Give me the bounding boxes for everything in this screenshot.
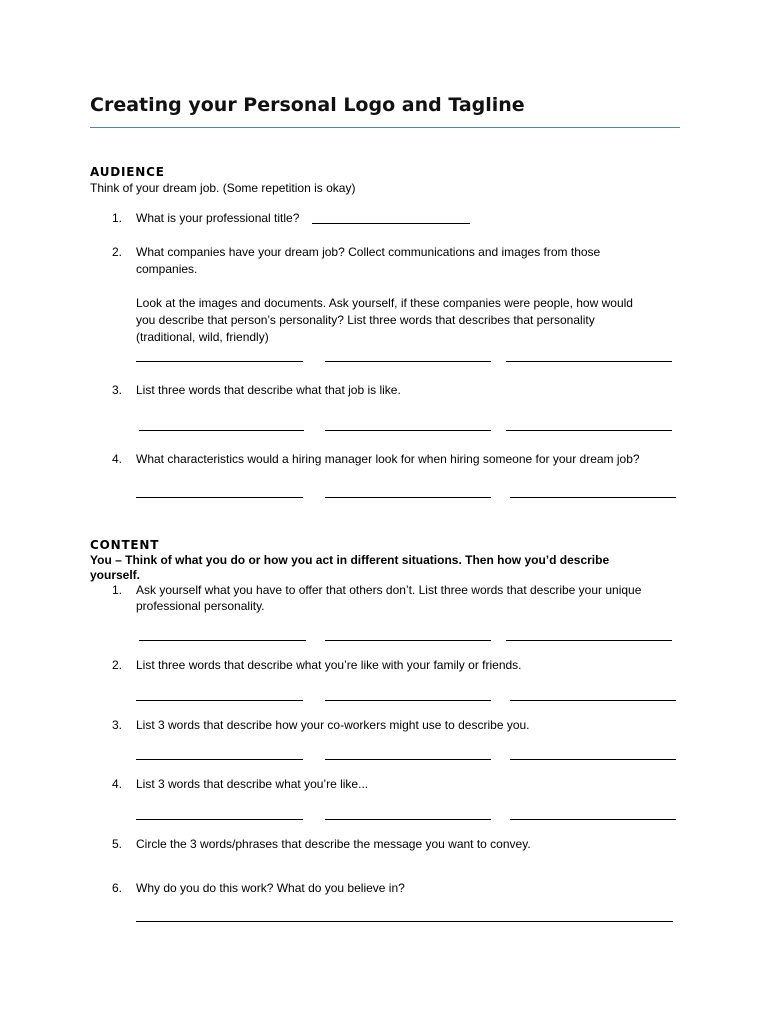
content-q1-blank-3[interactable] <box>506 640 672 641</box>
content-q2-text: List three words that describe what you’re like with your family or friends. <box>136 658 522 672</box>
content-q4-number: 4. <box>111 777 122 791</box>
content-q1-number: 1. <box>111 583 122 597</box>
audience-heading: AUDIENCE <box>90 165 165 179</box>
audience-q4-blank-1[interactable] <box>136 497 303 498</box>
audience-q2-blank-2[interactable] <box>325 361 491 362</box>
audience-q1-text: What is your professional title? <box>136 211 300 225</box>
content-q4-blank-1[interactable] <box>136 819 303 820</box>
content-q2-number: 2. <box>111 658 122 672</box>
content-q3-number: 3. <box>111 718 122 732</box>
audience-q1-number: 1. <box>111 211 122 225</box>
audience-intro: Think of your dream job. (Some repetition is okay) <box>90 181 356 195</box>
content-q3-blank-1[interactable] <box>136 759 303 760</box>
audience-q4-blank-2[interactable] <box>325 497 491 498</box>
audience-q2-line1: What companies have your dream job? Collect communications and images from those <box>136 245 601 259</box>
content-q3-blank-2[interactable] <box>325 759 491 760</box>
content-q1-line2: professional personality. <box>136 599 265 613</box>
content-q3-blank-3[interactable] <box>510 759 676 760</box>
content-q3-text: List 3 words that describe how your co-workers might use to describe you. <box>136 718 530 732</box>
professional-title-blank[interactable] <box>312 223 470 224</box>
content-intro-line2: yourself. <box>90 568 141 582</box>
audience-q3-number: 3. <box>111 383 122 397</box>
content-q5-text: Circle the 3 words/phrases that describe the message you want to convey. <box>136 837 531 851</box>
content-q4-blank-2[interactable] <box>325 819 491 820</box>
audience-q2-line4: you describe that person’s personality? List three words that describes that personality <box>136 313 595 327</box>
content-q1-blank-1[interactable] <box>139 640 306 641</box>
audience-q4-number: 4. <box>111 452 122 466</box>
audience-q4-text: What characteristics would a hiring manager look for when hiring someone for your dream job? <box>136 452 640 466</box>
audience-q3-text: List three words that describe what that job is like. <box>136 383 401 397</box>
audience-q2-blank-3[interactable] <box>506 361 672 362</box>
audience-q2-line3: Look at the images and documents. Ask yourself, if these companies were people, how would <box>136 296 633 310</box>
content-q6-number: 6. <box>111 881 122 895</box>
audience-q2-line5: (traditional, wild, friendly) <box>136 330 269 344</box>
audience-q2-blank-1[interactable] <box>136 361 303 362</box>
content-q4-text: List 3 words that describe what you’re like... <box>136 777 369 791</box>
audience-q2-number: 2. <box>111 245 122 259</box>
page-title: Creating your Personal Logo and Tagline <box>90 94 525 116</box>
audience-q3-blank-2[interactable] <box>325 430 491 431</box>
content-intro-line1: You – Think of what you do or how you act in different situations. Then how you’d describe <box>90 553 610 567</box>
content-q4-blank-3[interactable] <box>510 819 676 820</box>
content-q2-blank-1[interactable] <box>136 700 303 701</box>
content-q2-blank-2[interactable] <box>325 700 491 701</box>
title-divider <box>90 127 680 128</box>
audience-q4-blank-3[interactable] <box>510 497 676 498</box>
audience-q2-line2: companies. <box>136 262 198 276</box>
content-q1-line1: Ask yourself what you have to offer that others don’t. List three words that describe your unique <box>136 583 642 597</box>
content-heading: CONTENT <box>90 538 160 552</box>
content-q6-text: Why do you do this work? What do you believe in? <box>136 881 405 895</box>
audience-q3-blank-1[interactable] <box>139 430 304 431</box>
content-q1-blank-2[interactable] <box>325 640 491 641</box>
content-q6-answer-line[interactable] <box>136 921 673 922</box>
content-q5-number: 5. <box>111 837 122 851</box>
audience-q3-blank-3[interactable] <box>506 430 672 431</box>
content-q2-blank-3[interactable] <box>510 700 676 701</box>
